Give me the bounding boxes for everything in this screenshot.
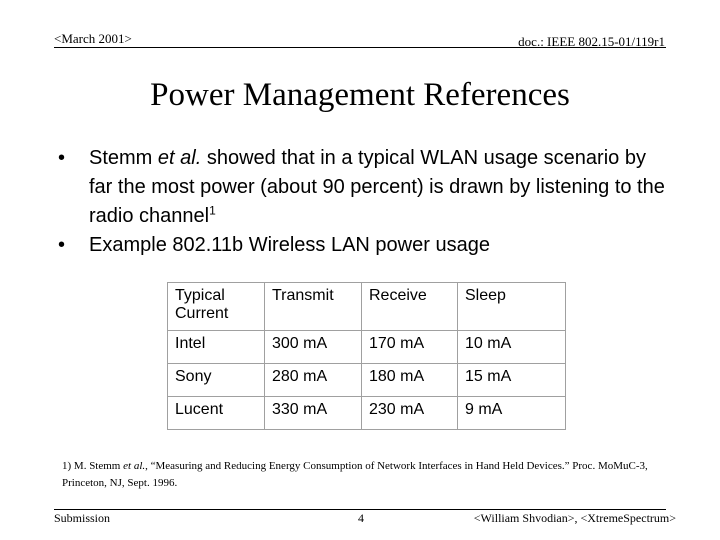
table-cell: Sony — [168, 364, 265, 397]
bullet-item — [54, 144, 674, 231]
table-cell: 10 mA — [458, 331, 566, 364]
bullet-text-italic: et al. — [157, 147, 202, 169]
footer-authors: <William Shvodian>, <XtremeSpectrum> — [473, 511, 676, 525]
bullet-item — [54, 231, 674, 260]
table-cell: 170 mA — [362, 331, 458, 364]
table-header-cell: Receive — [362, 283, 458, 331]
table-cell: Lucent — [168, 397, 265, 430]
table-cell: 300 mA — [265, 331, 362, 364]
bullet-text-rest: showed that in a typical WLAN usage scenario by far the most power (about 90 percent) is drawn by listening to the radio channel — [89, 147, 665, 227]
table-header-cell: Typical Current — [168, 283, 265, 331]
table-cell: Intel — [168, 331, 265, 364]
slide-title: Power Management References — [150, 77, 570, 113]
table-row — [168, 364, 566, 397]
table-cell: 330 mA — [265, 397, 362, 430]
table-cell: 15 mA — [458, 364, 566, 397]
header-date: <March 2001> — [54, 31, 132, 46]
footer-page-number: 4 — [358, 511, 364, 525]
footnote-marker: 1 — [209, 203, 216, 218]
bullet-text: Example 802.11b Wireless LAN power usage — [89, 234, 490, 256]
bullet-list — [54, 144, 674, 260]
table-header-cell: Sleep — [458, 283, 566, 331]
footer-rule — [54, 509, 666, 510]
bullet-dot-icon: • — [58, 234, 66, 256]
header-rule — [54, 47, 666, 48]
header-doc-id: doc.: IEEE 802.15-01/119r1 — [518, 34, 665, 49]
table-cell: 180 mA — [362, 364, 458, 397]
bullet-dot-icon: • — [58, 147, 66, 169]
table-cell: 230 mA — [362, 397, 458, 430]
power-usage-table — [167, 282, 566, 430]
table-row — [168, 331, 566, 364]
table-cell: 9 mA — [458, 397, 566, 430]
footnote-prefix: 1) M. Stemm — [62, 460, 124, 472]
table-cell: 280 mA — [265, 364, 362, 397]
table-header-row — [168, 283, 566, 331]
bullet-text-start: Stemm — [89, 147, 158, 169]
table-header-cell: Transmit — [265, 283, 362, 331]
footnote — [62, 458, 662, 492]
footer-submission: Submission — [54, 511, 111, 525]
footnote-italic: et al. — [123, 460, 146, 472]
footnote-text: , “Measuring and Reducing Energy Consumption of Network Interfaces in Hand Held Devices.” Proc. MoMuC-3, Princeton, NJ, Sept. 1996. — [62, 460, 648, 489]
table-row — [168, 397, 566, 430]
